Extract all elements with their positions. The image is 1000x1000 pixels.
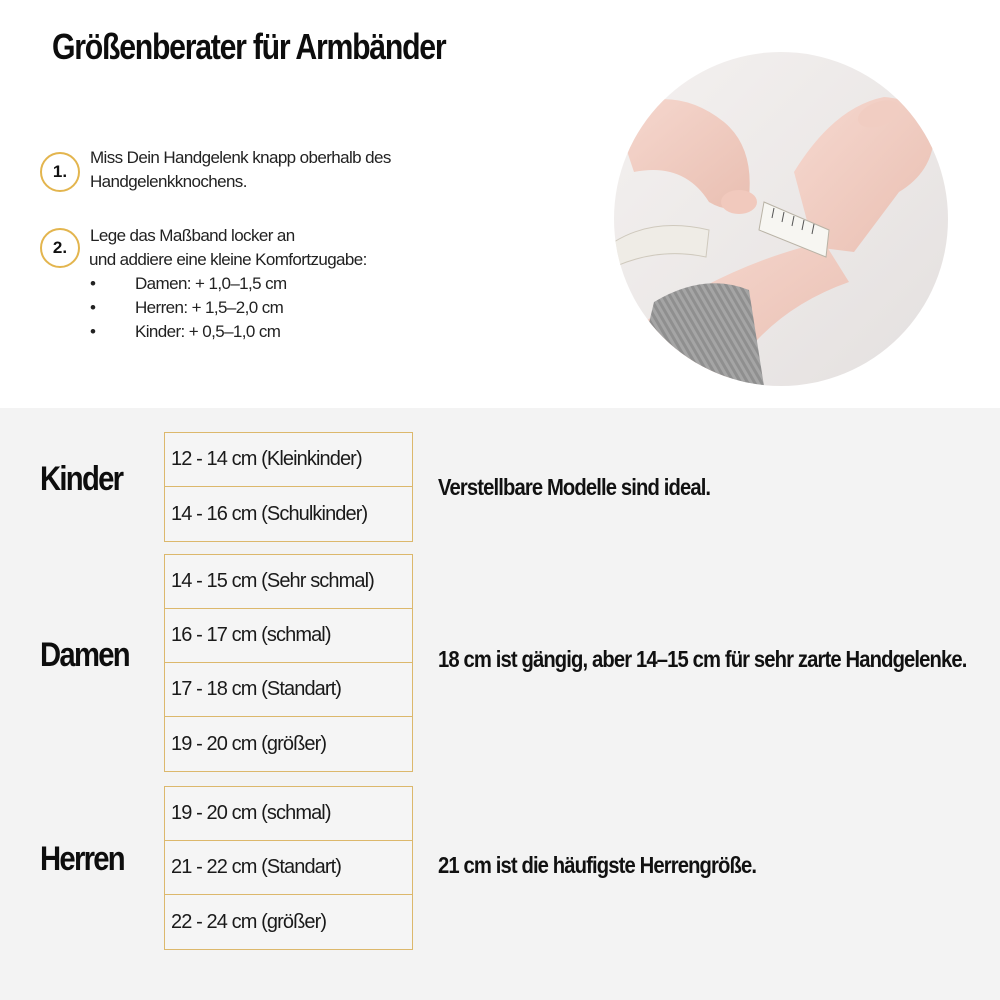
table-row: 22 - 24 cm (größer)	[171, 910, 327, 933]
step-number-badge: 2.	[40, 228, 80, 268]
size-table-herren	[164, 786, 413, 950]
bullet-icon: •	[90, 274, 96, 293]
category-note-kinder: Verstellbare Modelle sind ideal.	[438, 474, 711, 500]
table-row: 14 - 16 cm (Schulkinder)	[171, 502, 368, 525]
category-note-damen: 18 cm ist gängig, aber 14–15 cm für sehr zarte Handgelenke.	[438, 646, 967, 672]
step-number-badge: 1.	[40, 152, 80, 192]
table-row: 17 - 18 cm (Standart)	[165, 663, 412, 717]
comfort-allowance-list	[90, 272, 367, 344]
table-row: 12 - 14 cm (Kleinkinder)	[165, 433, 412, 487]
table-row: 14 - 15 cm (Sehr schmal)	[165, 555, 412, 609]
step-text	[90, 224, 367, 344]
list-item: • Kinder: + 0,5–1,0 cm	[90, 320, 367, 344]
table-row: 16 - 17 cm (schmal)	[165, 609, 412, 663]
category-label-herren: Herren	[40, 840, 124, 878]
size-table-damen	[164, 554, 413, 772]
size-table-kinder	[164, 432, 413, 542]
step-text	[90, 146, 391, 194]
step-line: Lege das Maßband locker an	[90, 226, 295, 245]
step-line: und addiere eine kleine Komfortzugabe:	[89, 250, 367, 269]
category-label-damen: Damen	[40, 636, 129, 674]
category-label-kinder: Kinder	[40, 460, 123, 498]
wrist-measurement-illustration	[614, 52, 948, 386]
wrist-measurement-photo	[614, 52, 948, 386]
table-row: 19 - 20 cm (schmal)	[165, 787, 412, 841]
step-line: Handgelenkknochens.	[90, 172, 247, 191]
table-row: 19 - 20 cm (größer)	[171, 732, 327, 755]
step-line: Miss Dein Handgelenk knapp oberhalb des	[90, 148, 391, 167]
size-chart-section	[0, 408, 1000, 1000]
bullet-icon: •	[90, 298, 96, 317]
list-item: • Damen: + 1,0–1,5 cm	[90, 272, 367, 296]
page-title: Größenberater für Armbänder	[52, 26, 446, 67]
list-item: • Herren: + 1,5–2,0 cm	[90, 296, 367, 320]
category-note-herren: 21 cm ist die häufigste Herrengröße.	[438, 852, 757, 878]
bullet-icon: •	[90, 322, 96, 341]
table-row: 21 - 22 cm (Standart)	[165, 841, 412, 895]
